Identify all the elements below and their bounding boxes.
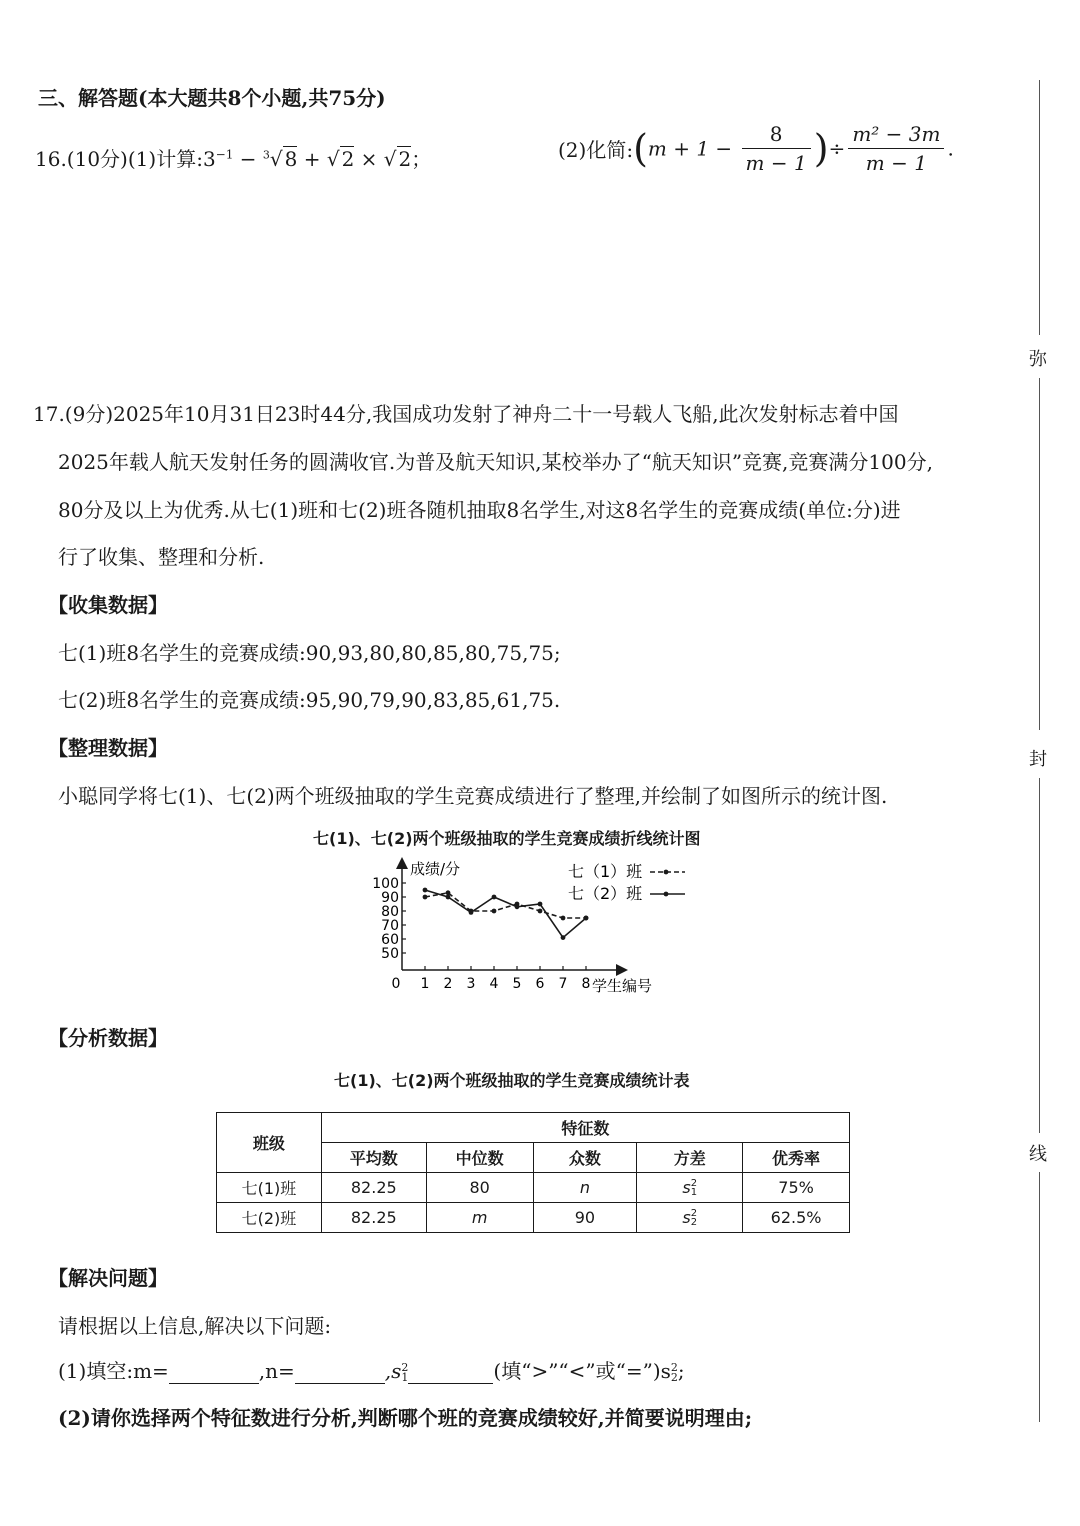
table-header-variance: 方差 [637,1143,743,1173]
s2-sup: 2 [670,1360,678,1374]
table-cell-rate: 75% [743,1173,850,1203]
margin-rule-top [1039,80,1040,335]
q16-p1-sqrt-b: √ [383,147,397,171]
table-cell-mode: n [533,1173,637,1203]
section-title: 三、解答题(本大题共8个小题,共75分) [38,86,386,110]
y-tick-label: 90 [381,890,399,906]
q16-part1 [35,143,431,172]
sub-question-2: (2)请你选择两个特征数进行分析,判断哪个班的竞赛成绩较好,并简要说明理由; [58,1406,753,1430]
var-symbol: s [682,1177,691,1197]
q17-intro-line-4: 行了收集、整理和分析. [58,545,265,569]
margin-char-mi: 弥 [1029,349,1047,370]
sub1-text-s1: ,s [384,1359,402,1383]
y-axis-label: 成绩/分 [410,860,461,878]
blank-n[interactable] [295,1363,385,1384]
q16-p2-rparen: ) [813,126,829,171]
margin-rule-mid2 [1039,778,1040,1133]
sub1-text-m: (1)填空:m= [58,1359,169,1383]
s1-sup: 2 [401,1360,409,1374]
series-1-point [423,895,428,900]
x-tick-label: 4 [489,976,499,992]
x-tick-label: 2 [443,976,453,992]
legend-label-2: 七（2）班 [568,884,643,903]
q16-p1-root-index: 3 [262,148,270,162]
q16-part2 [558,122,954,175]
table-cell-variance [637,1173,743,1203]
q16-p1-sqrt-a: √ [326,147,340,171]
x-tick-label: 1 [420,976,430,992]
sub-question-1 [58,1355,685,1384]
line-chart [340,850,760,1000]
y-tick-label: 100 [372,876,399,892]
x-tick-label: 0 [391,976,401,992]
var-symbol: s [682,1207,691,1227]
series-2-point [538,902,543,907]
q16-p1-exp: −1 [215,147,234,162]
table-cell-median: m [426,1203,533,1233]
legend-label-1: 七（1）班 [568,862,643,881]
margin-rule-mid1 [1039,378,1040,730]
q16-p2-frac2-num: m² − 3m [848,122,944,149]
q16-p1-root-value: 8 [284,147,298,171]
collect-heading: 【收集数据】 [48,593,168,617]
s1-sub: 1 [401,1370,409,1384]
legend-marker-2 [664,892,669,897]
table-cell-median: 80 [426,1173,533,1203]
table-cell-mean: 82.25 [321,1203,426,1233]
q16-p2-prefix: m + 1 − [647,136,739,161]
chart-title: 七(1)、七(2)两个班级抽取的学生竞赛成绩折线统计图 [313,829,701,848]
table-header-rate: 优秀率 [743,1143,850,1173]
y-tick-label: 60 [381,932,399,948]
table-header-mean: 平均数 [321,1143,426,1173]
q16-p1-root-symbol: √ [269,147,283,171]
x-tick-label: 8 [581,976,591,992]
sub1-text-compare: (填“>”“<”或“=”)s [493,1359,671,1383]
organize-line: 小聪同学将七(1)、七(2)两个班级抽取的学生竞赛成绩进行了整理,并绘制了如图所示的统计图. [58,784,888,808]
q16-p1-times: × [354,147,384,171]
series-2-point [492,895,497,900]
series-2-point [423,888,428,893]
q16-p2-frac1-num: 8 [742,122,811,149]
stats-table [216,1112,850,1233]
legend-marker-1 [664,870,669,875]
q17-intro-line-2: 2025年载人航天发射任务的圆满收官.为普及航天知识,某校举办了“航天知识”竞赛,竞赛满分100分, [58,450,933,474]
margin-rule-bottom [1039,1172,1040,1422]
collect-line-class2: 七(2)班8名学生的竞赛成绩:95,90,79,90,83,85,61,75. [58,688,561,712]
q16-p1-base: 3 [202,147,216,171]
series-1-point [492,909,497,914]
series-2-point [561,935,566,940]
x-tick-label: 3 [466,976,476,992]
var-sub: 1 [690,1187,698,1199]
q16-p1-minus: − [233,147,263,171]
margin-char-xian: 线 [1029,1144,1047,1165]
sub1-text-n: ,n= [258,1359,295,1383]
q16-p1-sqrt-a-value: 2 [341,147,355,171]
q16-p2-frac1-den: m − 1 [745,151,807,175]
blank-m[interactable] [169,1363,259,1384]
table-header-mode: 众数 [533,1143,637,1173]
q16-p1-end: ； [411,147,432,171]
table-header-features: 特征数 [321,1113,849,1143]
analyze-heading: 【分析数据】 [48,1026,168,1050]
collect-line-class1: 七(1)班8名学生的竞赛成绩:90,93,80,80,85,80,75,75; [58,641,561,665]
q16-p1-sqrt-b-value: 2 [398,147,412,171]
var-sup: 2 [690,1178,698,1190]
table-cell-rate: 62.5% [743,1203,850,1233]
sub1-end: ; [677,1359,685,1383]
table-row [217,1203,850,1233]
s2-sub: 2 [670,1370,678,1384]
x-axis-label: 学生编号 [592,977,653,995]
x-tick-label: 7 [558,976,568,992]
x-tick-label: 6 [535,976,545,992]
margin-char-feng: 封 [1029,749,1047,770]
q16-p2-label: (2)化简: [558,138,634,162]
q16-p2-end: . [947,136,954,161]
blank-compare[interactable] [408,1363,493,1384]
table-cell-class: 七(2)班 [217,1203,322,1233]
y-tick-label: 70 [381,918,399,934]
table-header-class: 班级 [217,1113,322,1173]
q16-p2-div: ÷ [828,136,846,161]
y-tick-label: 80 [381,904,399,920]
table-cell-mean: 82.25 [321,1173,426,1203]
q16-p2-frac2-den: m − 1 [865,151,927,175]
table-title: 七(1)、七(2)两个班级抽取的学生竞赛成绩统计表 [334,1071,690,1090]
series-1-point [446,890,451,895]
q16-p2-lparen: ( [633,126,648,171]
var-sup: 2 [690,1208,698,1220]
table-cell-variance [637,1203,743,1233]
table-cell-class: 七(1)班 [217,1173,322,1203]
q17-intro-line-1: 17.(9分)2025年10月31日23时44分,我国成功发射了神舟二十一号载人飞船,此次发射标志着中国 [33,402,899,426]
solve-intro: 请根据以上信息,解决以下问题: [58,1314,332,1338]
var-sub: 2 [690,1217,698,1229]
series-2-point [446,895,451,900]
organize-heading: 【整理数据】 [48,736,168,760]
series-2-point [515,904,520,909]
q17-intro-line-3: 80分及以上为优秀.从七(1)班和七(2)班各随机抽取8名学生,对这8名学生的竞赛成绩(单位:分)进 [58,498,901,522]
table-cell-mode: 90 [533,1203,637,1233]
series-1-point [538,909,543,914]
q16-label: 16.(10分)(1)计算: [35,147,203,171]
q16-p1-plus: + [297,147,327,171]
y-tick-label: 50 [381,946,399,962]
x-tick-label: 5 [512,976,522,992]
solve-heading: 【解决问题】 [48,1266,168,1290]
q16-p2-frac1 [742,122,811,175]
table-header-median: 中位数 [426,1143,533,1173]
table-row [217,1173,850,1203]
series-1-point [561,916,566,921]
series-2-point [584,916,589,921]
series-2-point [469,910,474,915]
q16-p2-frac2 [848,122,944,175]
